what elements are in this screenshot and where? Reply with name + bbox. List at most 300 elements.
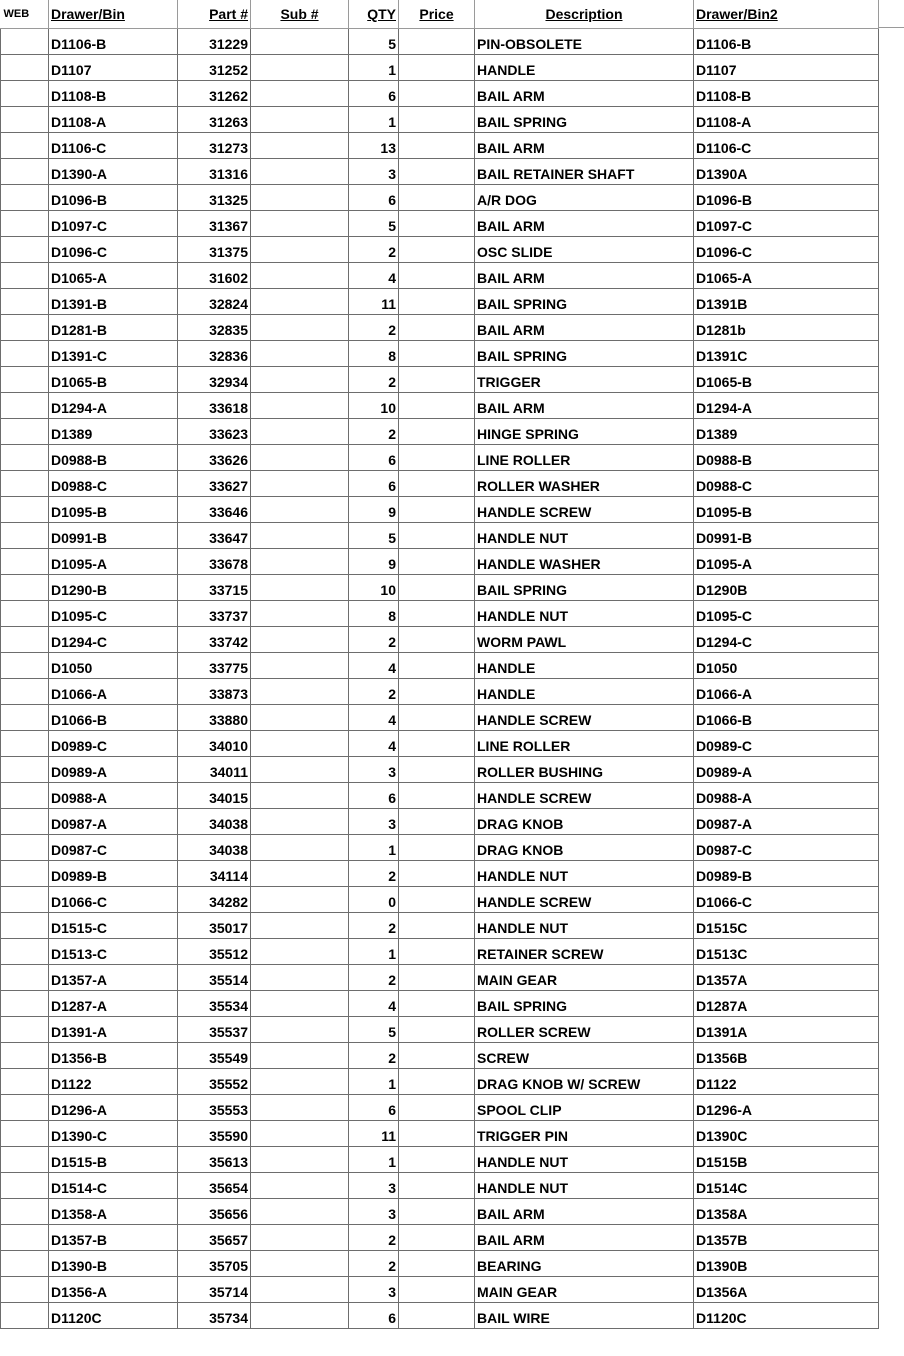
drawer-bin2-cell[interactable]: D1513C [694, 938, 879, 964]
drawer-bin-cell[interactable]: D1390-A [49, 158, 178, 184]
web-cell[interactable] [1, 314, 49, 340]
web-cell[interactable] [1, 860, 49, 886]
qty-cell[interactable]: 3 [349, 1198, 399, 1224]
sub-number-cell[interactable] [251, 210, 349, 236]
sub-number-cell[interactable] [251, 314, 349, 340]
drawer-bin2-cell[interactable]: D1106-C [694, 132, 879, 158]
drawer-bin-cell[interactable]: D1357-B [49, 1224, 178, 1250]
description-cell[interactable]: ROLLER BUSHING [475, 756, 694, 782]
part-number-cell[interactable]: 31325 [178, 184, 251, 210]
price-cell[interactable] [399, 964, 475, 990]
description-cell[interactable]: BAIL SPRING [475, 574, 694, 600]
drawer-bin2-cell[interactable]: D1065-B [694, 366, 879, 392]
drawer-bin-cell[interactable]: D1515-C [49, 912, 178, 938]
web-cell[interactable] [1, 1276, 49, 1302]
drawer-bin-cell[interactable]: D1294-C [49, 626, 178, 652]
web-cell[interactable] [1, 366, 49, 392]
description-cell[interactable]: BAIL SPRING [475, 340, 694, 366]
description-cell[interactable]: PIN-OBSOLETE [475, 28, 694, 54]
drawer-bin2-cell[interactable]: D0988-A [694, 782, 879, 808]
description-cell[interactable]: SPOOL CLIP [475, 1094, 694, 1120]
description-cell[interactable]: MAIN GEAR [475, 1276, 694, 1302]
qty-cell[interactable]: 4 [349, 262, 399, 288]
web-cell[interactable] [1, 730, 49, 756]
part-number-cell[interactable]: 35613 [178, 1146, 251, 1172]
price-cell[interactable] [399, 652, 475, 678]
drawer-bin-cell[interactable]: D1050 [49, 652, 178, 678]
qty-cell[interactable]: 2 [349, 964, 399, 990]
part-number-cell[interactable]: 33873 [178, 678, 251, 704]
description-cell[interactable]: ROLLER SCREW [475, 1016, 694, 1042]
part-number-cell[interactable]: 31602 [178, 262, 251, 288]
price-cell[interactable] [399, 132, 475, 158]
price-cell[interactable] [399, 1068, 475, 1094]
drawer-bin-cell[interactable]: D0991-B [49, 522, 178, 548]
drawer-bin-cell[interactable]: D1389 [49, 418, 178, 444]
sub-number-cell[interactable] [251, 782, 349, 808]
drawer-bin-cell[interactable]: D1095-B [49, 496, 178, 522]
price-cell[interactable] [399, 314, 475, 340]
sub-number-cell[interactable] [251, 158, 349, 184]
drawer-bin2-cell[interactable]: D1106-B [694, 28, 879, 54]
part-number-cell[interactable]: 33647 [178, 522, 251, 548]
description-cell[interactable]: HANDLE WASHER [475, 548, 694, 574]
price-cell[interactable] [399, 600, 475, 626]
sub-number-cell[interactable] [251, 626, 349, 652]
qty-cell[interactable]: 4 [349, 652, 399, 678]
description-cell[interactable]: HANDLE [475, 54, 694, 80]
web-cell[interactable] [1, 782, 49, 808]
drawer-bin-cell[interactable]: D1095-C [49, 600, 178, 626]
part-number-cell[interactable]: 31262 [178, 80, 251, 106]
drawer-bin-cell[interactable]: D1066-C [49, 886, 178, 912]
sub-number-cell[interactable] [251, 756, 349, 782]
description-cell[interactable]: SCREW [475, 1042, 694, 1068]
sub-number-cell[interactable] [251, 574, 349, 600]
web-cell[interactable] [1, 262, 49, 288]
drawer-bin2-cell[interactable]: D1066-A [694, 678, 879, 704]
drawer-bin2-cell[interactable]: D1389 [694, 418, 879, 444]
drawer-bin-cell[interactable]: D1122 [49, 1068, 178, 1094]
web-cell[interactable] [1, 236, 49, 262]
description-cell[interactable]: DRAG KNOB [475, 834, 694, 860]
sub-number-cell[interactable] [251, 184, 349, 210]
qty-cell[interactable]: 3 [349, 756, 399, 782]
drawer-bin2-cell[interactable]: D1097-C [694, 210, 879, 236]
header-qty[interactable]: QTY [349, 0, 399, 28]
web-cell[interactable] [1, 392, 49, 418]
drawer-bin-cell[interactable]: D1294-A [49, 392, 178, 418]
web-cell[interactable] [1, 678, 49, 704]
header-sub-number[interactable]: Sub # [251, 0, 349, 28]
price-cell[interactable] [399, 1198, 475, 1224]
drawer-bin-cell[interactable]: D0987-A [49, 808, 178, 834]
drawer-bin-cell[interactable]: D1066-B [49, 704, 178, 730]
drawer-bin2-cell[interactable]: D1515C [694, 912, 879, 938]
web-cell[interactable] [1, 548, 49, 574]
web-cell[interactable] [1, 418, 49, 444]
web-cell[interactable] [1, 652, 49, 678]
sub-number-cell[interactable] [251, 548, 349, 574]
web-cell[interactable] [1, 470, 49, 496]
price-cell[interactable] [399, 1276, 475, 1302]
qty-cell[interactable]: 6 [349, 184, 399, 210]
web-cell[interactable] [1, 1146, 49, 1172]
part-number-cell[interactable]: 33742 [178, 626, 251, 652]
web-cell[interactable] [1, 574, 49, 600]
header-drawer-bin2[interactable]: Drawer/Bin2 [694, 0, 879, 28]
sub-number-cell[interactable] [251, 834, 349, 860]
web-cell[interactable] [1, 54, 49, 80]
price-cell[interactable] [399, 158, 475, 184]
part-number-cell[interactable]: 33775 [178, 652, 251, 678]
web-cell[interactable] [1, 1224, 49, 1250]
price-cell[interactable] [399, 886, 475, 912]
sub-number-cell[interactable] [251, 236, 349, 262]
sub-number-cell[interactable] [251, 808, 349, 834]
part-number-cell[interactable]: 31229 [178, 28, 251, 54]
drawer-bin-cell[interactable]: D1108-B [49, 80, 178, 106]
sub-number-cell[interactable] [251, 392, 349, 418]
sub-number-cell[interactable] [251, 912, 349, 938]
price-cell[interactable] [399, 444, 475, 470]
price-cell[interactable] [399, 236, 475, 262]
description-cell[interactable]: TRIGGER PIN [475, 1120, 694, 1146]
web-cell[interactable] [1, 184, 49, 210]
qty-cell[interactable]: 6 [349, 1302, 399, 1328]
qty-cell[interactable]: 9 [349, 548, 399, 574]
qty-cell[interactable]: 2 [349, 366, 399, 392]
part-number-cell[interactable]: 33737 [178, 600, 251, 626]
qty-cell[interactable]: 8 [349, 600, 399, 626]
description-cell[interactable]: DRAG KNOB W/ SCREW [475, 1068, 694, 1094]
part-number-cell[interactable]: 34038 [178, 808, 251, 834]
description-cell[interactable]: HANDLE SCREW [475, 886, 694, 912]
drawer-bin2-cell[interactable]: D1358A [694, 1198, 879, 1224]
qty-cell[interactable]: 1 [349, 1068, 399, 1094]
qty-cell[interactable]: 5 [349, 210, 399, 236]
sub-number-cell[interactable] [251, 1276, 349, 1302]
sub-number-cell[interactable] [251, 262, 349, 288]
description-cell[interactable]: HANDLE NUT [475, 600, 694, 626]
qty-cell[interactable]: 1 [349, 938, 399, 964]
header-web[interactable]: WEB [1, 0, 49, 28]
web-cell[interactable] [1, 990, 49, 1016]
part-number-cell[interactable]: 35553 [178, 1094, 251, 1120]
price-cell[interactable] [399, 1120, 475, 1146]
part-number-cell[interactable]: 31367 [178, 210, 251, 236]
description-cell[interactable]: BAIL ARM [475, 80, 694, 106]
qty-cell[interactable]: 2 [349, 1042, 399, 1068]
drawer-bin-cell[interactable]: D1356-A [49, 1276, 178, 1302]
part-number-cell[interactable]: 35734 [178, 1302, 251, 1328]
description-cell[interactable]: HANDLE NUT [475, 860, 694, 886]
drawer-bin2-cell[interactable]: D1066-B [694, 704, 879, 730]
qty-cell[interactable]: 11 [349, 288, 399, 314]
qty-cell[interactable]: 4 [349, 704, 399, 730]
price-cell[interactable] [399, 288, 475, 314]
price-cell[interactable] [399, 756, 475, 782]
sub-number-cell[interactable] [251, 1042, 349, 1068]
web-cell[interactable] [1, 756, 49, 782]
drawer-bin-cell[interactable]: D1356-B [49, 1042, 178, 1068]
qty-cell[interactable]: 2 [349, 314, 399, 340]
description-cell[interactable]: TRIGGER [475, 366, 694, 392]
qty-cell[interactable]: 2 [349, 626, 399, 652]
part-number-cell[interactable]: 35590 [178, 1120, 251, 1146]
sub-number-cell[interactable] [251, 1016, 349, 1042]
drawer-bin-cell[interactable]: D1120C [49, 1302, 178, 1328]
price-cell[interactable] [399, 1172, 475, 1198]
description-cell[interactable]: BAIL SPRING [475, 288, 694, 314]
part-number-cell[interactable]: 35514 [178, 964, 251, 990]
description-cell[interactable]: BAIL ARM [475, 210, 694, 236]
qty-cell[interactable]: 6 [349, 470, 399, 496]
qty-cell[interactable]: 2 [349, 860, 399, 886]
part-number-cell[interactable]: 34015 [178, 782, 251, 808]
drawer-bin-cell[interactable]: D0989-A [49, 756, 178, 782]
sub-number-cell[interactable] [251, 678, 349, 704]
qty-cell[interactable]: 5 [349, 1016, 399, 1042]
web-cell[interactable] [1, 1250, 49, 1276]
sub-number-cell[interactable] [251, 106, 349, 132]
description-cell[interactable]: HANDLE NUT [475, 1172, 694, 1198]
drawer-bin2-cell[interactable]: D1281b [694, 314, 879, 340]
drawer-bin-cell[interactable]: D1514-C [49, 1172, 178, 1198]
part-number-cell[interactable]: 35714 [178, 1276, 251, 1302]
description-cell[interactable]: OSC SLIDE [475, 236, 694, 262]
drawer-bin-cell[interactable]: D0989-C [49, 730, 178, 756]
price-cell[interactable] [399, 28, 475, 54]
price-cell[interactable] [399, 1250, 475, 1276]
web-cell[interactable] [1, 80, 49, 106]
drawer-bin2-cell[interactable]: D1391C [694, 340, 879, 366]
sub-number-cell[interactable] [251, 288, 349, 314]
description-cell[interactable]: HANDLE SCREW [475, 782, 694, 808]
price-cell[interactable] [399, 80, 475, 106]
sub-number-cell[interactable] [251, 418, 349, 444]
part-number-cell[interactable]: 31316 [178, 158, 251, 184]
price-cell[interactable] [399, 860, 475, 886]
web-cell[interactable] [1, 158, 49, 184]
price-cell[interactable] [399, 366, 475, 392]
price-cell[interactable] [399, 782, 475, 808]
drawer-bin2-cell[interactable]: D0989-B [694, 860, 879, 886]
drawer-bin-cell[interactable]: D1065-B [49, 366, 178, 392]
drawer-bin2-cell[interactable]: D0988-B [694, 444, 879, 470]
qty-cell[interactable]: 5 [349, 522, 399, 548]
drawer-bin2-cell[interactable]: D1107 [694, 54, 879, 80]
drawer-bin-cell[interactable]: D1515-B [49, 1146, 178, 1172]
drawer-bin-cell[interactable]: D1108-A [49, 106, 178, 132]
price-cell[interactable] [399, 1094, 475, 1120]
description-cell[interactable]: BAIL ARM [475, 132, 694, 158]
drawer-bin-cell[interactable]: D1296-A [49, 1094, 178, 1120]
drawer-bin-cell[interactable]: D1097-C [49, 210, 178, 236]
drawer-bin2-cell[interactable]: D1294-A [694, 392, 879, 418]
description-cell[interactable]: BAIL ARM [475, 392, 694, 418]
description-cell[interactable]: BAIL ARM [475, 1198, 694, 1224]
part-number-cell[interactable]: 34282 [178, 886, 251, 912]
description-cell[interactable]: BAIL ARM [475, 1224, 694, 1250]
drawer-bin2-cell[interactable]: D1108-B [694, 80, 879, 106]
part-number-cell[interactable]: 34010 [178, 730, 251, 756]
price-cell[interactable] [399, 834, 475, 860]
part-number-cell[interactable]: 33646 [178, 496, 251, 522]
sub-number-cell[interactable] [251, 964, 349, 990]
sub-number-cell[interactable] [251, 522, 349, 548]
description-cell[interactable]: WORM PAWL [475, 626, 694, 652]
qty-cell[interactable]: 8 [349, 340, 399, 366]
description-cell[interactable]: BAIL SPRING [475, 990, 694, 1016]
price-cell[interactable] [399, 574, 475, 600]
drawer-bin2-cell[interactable]: D1514C [694, 1172, 879, 1198]
drawer-bin2-cell[interactable]: D1357A [694, 964, 879, 990]
drawer-bin-cell[interactable]: D0987-C [49, 834, 178, 860]
part-number-cell[interactable]: 31273 [178, 132, 251, 158]
price-cell[interactable] [399, 470, 475, 496]
sub-number-cell[interactable] [251, 470, 349, 496]
price-cell[interactable] [399, 626, 475, 652]
part-number-cell[interactable]: 35705 [178, 1250, 251, 1276]
qty-cell[interactable]: 4 [349, 730, 399, 756]
drawer-bin-cell[interactable]: D1513-C [49, 938, 178, 964]
web-cell[interactable] [1, 1042, 49, 1068]
price-cell[interactable] [399, 704, 475, 730]
drawer-bin2-cell[interactable]: D1294-C [694, 626, 879, 652]
sub-number-cell[interactable] [251, 444, 349, 470]
description-cell[interactable]: HANDLE NUT [475, 1146, 694, 1172]
qty-cell[interactable]: 1 [349, 106, 399, 132]
web-cell[interactable] [1, 704, 49, 730]
drawer-bin-cell[interactable]: D1390-C [49, 1120, 178, 1146]
part-number-cell[interactable]: 34114 [178, 860, 251, 886]
qty-cell[interactable]: 2 [349, 236, 399, 262]
drawer-bin-cell[interactable]: D1287-A [49, 990, 178, 1016]
price-cell[interactable] [399, 262, 475, 288]
web-cell[interactable] [1, 106, 49, 132]
price-cell[interactable] [399, 938, 475, 964]
sub-number-cell[interactable] [251, 1068, 349, 1094]
drawer-bin-cell[interactable]: D1066-A [49, 678, 178, 704]
qty-cell[interactable]: 10 [349, 392, 399, 418]
part-number-cell[interactable]: 31263 [178, 106, 251, 132]
price-cell[interactable] [399, 184, 475, 210]
description-cell[interactable]: HANDLE [475, 678, 694, 704]
price-cell[interactable] [399, 392, 475, 418]
web-cell[interactable] [1, 288, 49, 314]
sub-number-cell[interactable] [251, 496, 349, 522]
qty-cell[interactable]: 5 [349, 28, 399, 54]
drawer-bin-cell[interactable]: D1106-B [49, 28, 178, 54]
price-cell[interactable] [399, 106, 475, 132]
drawer-bin2-cell[interactable]: D0987-A [694, 808, 879, 834]
header-price[interactable]: Price [399, 0, 475, 28]
part-number-cell[interactable]: 35512 [178, 938, 251, 964]
drawer-bin-cell[interactable]: D0989-B [49, 860, 178, 886]
web-cell[interactable] [1, 1172, 49, 1198]
drawer-bin-cell[interactable]: D1391-B [49, 288, 178, 314]
web-cell[interactable] [1, 912, 49, 938]
price-cell[interactable] [399, 1302, 475, 1328]
qty-cell[interactable]: 6 [349, 782, 399, 808]
header-description[interactable]: Description [475, 0, 694, 28]
part-number-cell[interactable]: 33623 [178, 418, 251, 444]
drawer-bin2-cell[interactable]: D1095-A [694, 548, 879, 574]
part-number-cell[interactable]: 34011 [178, 756, 251, 782]
drawer-bin-cell[interactable]: D1391-A [49, 1016, 178, 1042]
price-cell[interactable] [399, 54, 475, 80]
drawer-bin-cell[interactable]: D0988-C [49, 470, 178, 496]
price-cell[interactable] [399, 496, 475, 522]
drawer-bin2-cell[interactable]: D1095-B [694, 496, 879, 522]
drawer-bin-cell[interactable]: D1391-C [49, 340, 178, 366]
drawer-bin2-cell[interactable]: D1095-C [694, 600, 879, 626]
web-cell[interactable] [1, 210, 49, 236]
qty-cell[interactable]: 6 [349, 80, 399, 106]
description-cell[interactable]: BEARING [475, 1250, 694, 1276]
web-cell[interactable] [1, 444, 49, 470]
drawer-bin2-cell[interactable]: D1287A [694, 990, 879, 1016]
part-number-cell[interactable]: 33678 [178, 548, 251, 574]
drawer-bin2-cell[interactable]: D0989-C [694, 730, 879, 756]
qty-cell[interactable]: 2 [349, 678, 399, 704]
qty-cell[interactable]: 1 [349, 834, 399, 860]
sub-number-cell[interactable] [251, 1172, 349, 1198]
drawer-bin2-cell[interactable]: D1390B [694, 1250, 879, 1276]
sub-number-cell[interactable] [251, 1146, 349, 1172]
description-cell[interactable]: HANDLE NUT [475, 912, 694, 938]
sub-number-cell[interactable] [251, 1302, 349, 1328]
web-cell[interactable] [1, 1120, 49, 1146]
qty-cell[interactable]: 4 [349, 990, 399, 1016]
part-number-cell[interactable]: 35537 [178, 1016, 251, 1042]
sub-number-cell[interactable] [251, 80, 349, 106]
sub-number-cell[interactable] [251, 132, 349, 158]
part-number-cell[interactable]: 33715 [178, 574, 251, 600]
drawer-bin2-cell[interactable]: D0989-A [694, 756, 879, 782]
description-cell[interactable]: LINE ROLLER [475, 730, 694, 756]
part-number-cell[interactable]: 35657 [178, 1224, 251, 1250]
qty-cell[interactable]: 2 [349, 912, 399, 938]
web-cell[interactable] [1, 834, 49, 860]
description-cell[interactable]: HINGE SPRING [475, 418, 694, 444]
drawer-bin2-cell[interactable]: D0991-B [694, 522, 879, 548]
qty-cell[interactable]: 1 [349, 54, 399, 80]
part-number-cell[interactable]: 31252 [178, 54, 251, 80]
web-cell[interactable] [1, 886, 49, 912]
sub-number-cell[interactable] [251, 600, 349, 626]
description-cell[interactable]: BAIL ARM [475, 262, 694, 288]
drawer-bin2-cell[interactable]: D0988-C [694, 470, 879, 496]
qty-cell[interactable]: 2 [349, 1250, 399, 1276]
qty-cell[interactable]: 3 [349, 1172, 399, 1198]
description-cell[interactable]: ROLLER WASHER [475, 470, 694, 496]
part-number-cell[interactable]: 32836 [178, 340, 251, 366]
web-cell[interactable] [1, 1094, 49, 1120]
price-cell[interactable] [399, 1042, 475, 1068]
drawer-bin2-cell[interactable]: D1356B [694, 1042, 879, 1068]
part-number-cell[interactable]: 35017 [178, 912, 251, 938]
drawer-bin-cell[interactable]: D1107 [49, 54, 178, 80]
web-cell[interactable] [1, 340, 49, 366]
price-cell[interactable] [399, 1146, 475, 1172]
drawer-bin2-cell[interactable]: D1390A [694, 158, 879, 184]
drawer-bin2-cell[interactable]: D1296-A [694, 1094, 879, 1120]
part-number-cell[interactable]: 35656 [178, 1198, 251, 1224]
drawer-bin-cell[interactable]: D1106-C [49, 132, 178, 158]
web-cell[interactable] [1, 1198, 49, 1224]
